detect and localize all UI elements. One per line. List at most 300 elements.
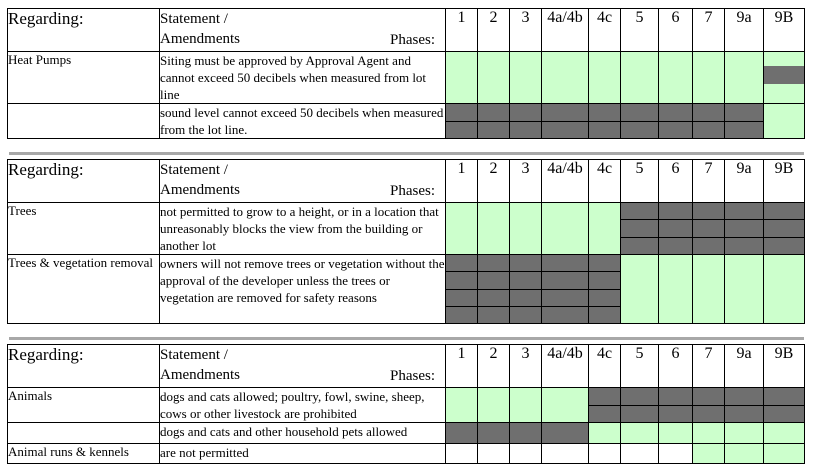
phase-mark xyxy=(542,237,588,254)
phase-mark xyxy=(764,289,804,306)
phase-shading xyxy=(542,255,588,323)
phase-header: 6 xyxy=(659,9,693,52)
table-row xyxy=(8,52,805,104)
statement-header xyxy=(160,160,446,203)
phase-mark xyxy=(621,306,658,323)
phase-mark xyxy=(510,388,541,405)
phase-mark xyxy=(764,444,804,463)
phase-mark xyxy=(589,122,620,139)
phase-shading xyxy=(621,423,658,443)
phase-mark xyxy=(725,122,763,139)
phase-shading xyxy=(621,52,658,103)
phase-cell xyxy=(478,444,510,464)
phase-cell xyxy=(446,52,478,104)
phase-mark xyxy=(693,289,724,306)
statement-cell: dogs and cats allowed; poultry, fowl, swine, sheep, cows or other livestock are prohibited xyxy=(160,388,446,423)
phase-cell xyxy=(659,444,693,464)
phase-mark xyxy=(478,104,509,122)
phase-mark xyxy=(446,405,477,422)
phase-cell xyxy=(542,388,589,423)
phase-mark xyxy=(693,238,724,254)
phase-mark xyxy=(693,272,724,289)
phase-cell xyxy=(693,423,725,444)
phase-mark xyxy=(542,307,588,323)
phase-shading xyxy=(542,104,588,138)
phase-mark xyxy=(589,220,620,237)
phase-cell xyxy=(478,104,510,139)
phase-shading xyxy=(725,52,763,103)
phase-mark xyxy=(478,423,509,443)
phase-mark xyxy=(478,405,509,422)
phase-mark xyxy=(693,444,724,463)
phase-cell xyxy=(478,423,510,444)
phase-mark xyxy=(446,272,477,289)
phase-shading xyxy=(659,423,692,443)
phase-cell xyxy=(621,52,659,104)
phase-header: 5 xyxy=(621,345,659,388)
phase-mark xyxy=(725,289,763,306)
phase-cell xyxy=(693,444,725,464)
phase-mark xyxy=(446,423,477,443)
phase-mark xyxy=(510,69,541,86)
phase-shading xyxy=(589,444,620,463)
header-row xyxy=(8,160,805,203)
phase-cell xyxy=(542,203,589,255)
phase-mark xyxy=(659,444,692,463)
phase-mark xyxy=(725,52,763,69)
phase-cell xyxy=(621,388,659,423)
phase-mark xyxy=(693,122,724,139)
phase-mark xyxy=(693,86,724,103)
phase-mark xyxy=(542,69,588,86)
phase-mark xyxy=(693,203,724,220)
phase-mark xyxy=(659,289,692,306)
phase-mark xyxy=(764,203,804,220)
phase-mark xyxy=(478,272,509,289)
statement-header-line1: Statement / xyxy=(160,11,228,27)
phase-mark xyxy=(621,423,658,443)
phase-cell xyxy=(659,255,693,324)
phase-cell xyxy=(764,444,805,464)
phase-mark xyxy=(542,104,588,122)
phase-shading xyxy=(446,444,477,463)
phase-mark xyxy=(478,307,509,323)
phase-mark xyxy=(478,388,509,405)
phase-mark xyxy=(510,290,541,307)
statement-header-line1: Statement / xyxy=(160,347,228,363)
phase-shading xyxy=(764,104,804,138)
phase-shading xyxy=(764,423,804,443)
phase-shading xyxy=(693,203,724,254)
phase-mark xyxy=(621,444,658,463)
phase-mark xyxy=(478,444,509,463)
phase-shading xyxy=(725,388,763,422)
phase-mark xyxy=(589,388,620,406)
phase-mark xyxy=(446,69,477,86)
phase-cell xyxy=(446,255,478,324)
phase-mark xyxy=(693,69,724,86)
rules-table-2 xyxy=(7,159,805,324)
statement-header-line2: Amendments xyxy=(160,367,240,383)
phase-cell xyxy=(725,255,764,324)
phase-mark xyxy=(621,406,658,423)
phase-mark xyxy=(542,405,588,422)
phase-mark xyxy=(621,238,658,254)
phase-cell xyxy=(589,444,621,464)
phase-cell xyxy=(446,104,478,139)
regarding-cell: Trees & vegetation removal xyxy=(8,255,160,324)
phase-mark xyxy=(659,238,692,254)
phase-shading xyxy=(659,104,692,138)
phase-cell xyxy=(659,423,693,444)
phase-header: 5 xyxy=(621,160,659,203)
phase-header: 9a xyxy=(725,345,764,388)
phase-shading xyxy=(725,444,763,463)
phase-shading xyxy=(542,203,588,254)
phase-mark xyxy=(542,423,588,443)
phase-cell xyxy=(542,104,589,139)
phase-cell xyxy=(589,203,621,255)
phase-mark xyxy=(478,203,509,220)
phase-mark xyxy=(621,52,658,69)
table-row xyxy=(8,444,805,464)
phase-shading xyxy=(478,203,509,254)
phase-mark xyxy=(589,86,620,103)
phase-mark xyxy=(659,406,692,423)
phase-mark xyxy=(542,255,588,272)
phase-cell xyxy=(589,423,621,444)
phase-header: 4c xyxy=(589,160,621,203)
phase-cell xyxy=(621,423,659,444)
phase-shading xyxy=(478,444,509,463)
phase-cell xyxy=(589,255,621,324)
phase-shading xyxy=(589,104,620,138)
table-row xyxy=(8,255,805,324)
phase-mark xyxy=(446,237,477,254)
phase-cell xyxy=(659,104,693,139)
phase-mark xyxy=(621,122,658,139)
phase-shading xyxy=(725,203,763,254)
phase-cell xyxy=(693,255,725,324)
phase-cell xyxy=(621,444,659,464)
regarding-cell: Trees xyxy=(8,203,160,255)
phase-mark xyxy=(659,122,692,139)
phase-mark xyxy=(659,203,692,220)
phase-mark xyxy=(693,388,724,406)
phase-mark xyxy=(589,272,620,289)
phase-mark xyxy=(478,237,509,254)
phase-shading xyxy=(589,388,620,422)
phase-shading xyxy=(478,52,509,103)
phase-shading xyxy=(693,104,724,138)
phase-header: 1 xyxy=(446,160,478,203)
table-row xyxy=(8,423,805,444)
phase-shading xyxy=(659,52,692,103)
phase-mark xyxy=(589,104,620,122)
phase-mark xyxy=(693,52,724,69)
phase-mark xyxy=(510,405,541,422)
phase-shading xyxy=(589,52,620,103)
phase-header: 5 xyxy=(621,9,659,52)
phase-cell xyxy=(542,444,589,464)
section-separator xyxy=(9,337,804,340)
phase-mark xyxy=(621,203,658,220)
phase-mark xyxy=(621,388,658,406)
statement-header-line2: Amendments xyxy=(160,182,240,198)
phase-mark xyxy=(725,388,763,406)
statement-cell: Siting must be approved by Approval Agent and cannot exceed 50 decibels when measured from lot line xyxy=(160,52,446,104)
phase-header: 9B xyxy=(764,9,805,52)
phase-cell xyxy=(693,52,725,104)
phase-shading xyxy=(764,388,804,422)
section-separator xyxy=(9,152,804,155)
phase-mark xyxy=(725,444,763,463)
phase-mark xyxy=(510,272,541,289)
phase-mark xyxy=(725,86,763,103)
phase-shading xyxy=(542,444,588,463)
phase-header: 2 xyxy=(478,9,510,52)
phases-label: Phases: xyxy=(390,183,435,199)
phase-shading xyxy=(693,255,724,323)
phase-header: 1 xyxy=(446,345,478,388)
phase-cell xyxy=(478,255,510,324)
phase-mark xyxy=(659,220,692,237)
phase-mark xyxy=(510,86,541,103)
phase-mark xyxy=(621,69,658,86)
phase-mark xyxy=(446,255,477,272)
phase-mark xyxy=(542,272,588,289)
phase-mark xyxy=(589,255,620,272)
phase-mark xyxy=(542,52,588,69)
table-row xyxy=(8,104,805,139)
phase-mark xyxy=(542,388,588,405)
phase-shading xyxy=(589,203,620,254)
phase-mark xyxy=(764,255,804,272)
phase-mark xyxy=(542,220,588,237)
statement-cell: owners will not remove trees or vegetation without the approval of the developer unless the trees or vegetation are removed for safety reasons xyxy=(160,255,446,324)
phase-header: 2 xyxy=(478,345,510,388)
phase-shading xyxy=(478,388,509,422)
phase-cell xyxy=(725,388,764,423)
phase-header: 3 xyxy=(510,9,542,52)
phase-header: 4a/4b xyxy=(542,160,589,203)
phase-mark xyxy=(510,255,541,272)
statement-cell: sound level cannot exceed 50 decibels when measured from the lot line. xyxy=(160,104,446,139)
regarding-header: Regarding: xyxy=(8,345,160,388)
phase-cell xyxy=(589,104,621,139)
phase-mark xyxy=(621,272,658,289)
statement-header xyxy=(160,9,446,52)
phase-mark xyxy=(542,203,588,220)
phase-mark xyxy=(659,388,692,406)
phase-header: 4c xyxy=(589,9,621,52)
phase-mark xyxy=(542,86,588,103)
phase-mark xyxy=(446,388,477,405)
phase-mark xyxy=(589,69,620,86)
statement-header xyxy=(160,345,446,388)
phase-mark xyxy=(478,86,509,103)
phase-cell xyxy=(764,423,805,444)
phase-mark xyxy=(725,220,763,237)
phase-cell xyxy=(510,444,542,464)
phase-mark xyxy=(446,203,477,220)
phase-header: 9a xyxy=(725,9,764,52)
phase-cell xyxy=(542,423,589,444)
phase-shading xyxy=(764,444,804,463)
table-row xyxy=(8,388,805,423)
phase-mark xyxy=(725,104,763,122)
phase-cell xyxy=(542,255,589,324)
phase-cell xyxy=(659,52,693,104)
phase-header: 9B xyxy=(764,345,805,388)
phase-cell xyxy=(510,52,542,104)
phase-cell xyxy=(510,255,542,324)
phase-mark xyxy=(725,272,763,289)
phase-cell xyxy=(659,203,693,255)
phase-mark xyxy=(621,104,658,122)
phases-label: Phases: xyxy=(390,368,435,384)
statement-header-line1: Statement / xyxy=(160,162,228,178)
phase-shading xyxy=(621,255,658,323)
regarding-header: Regarding: xyxy=(8,160,160,203)
phase-mark xyxy=(542,122,588,139)
phase-shading xyxy=(621,203,658,254)
phase-cell xyxy=(725,104,764,139)
phase-shading xyxy=(446,423,477,443)
phase-mark xyxy=(693,255,724,272)
phase-cell xyxy=(764,255,805,324)
phase-mark xyxy=(478,122,509,139)
phase-shading xyxy=(478,255,509,323)
phase-cell xyxy=(764,388,805,423)
phase-shading xyxy=(542,52,588,103)
phase-mark xyxy=(764,388,804,406)
phase-cell xyxy=(510,104,542,139)
phase-mark xyxy=(725,423,763,443)
phase-mark xyxy=(725,203,763,220)
phase-cell xyxy=(725,203,764,255)
phase-shading xyxy=(510,52,541,103)
statement-header-line2: Amendments xyxy=(160,31,240,47)
phase-cell xyxy=(725,423,764,444)
phase-cell xyxy=(659,388,693,423)
phase-mark xyxy=(589,237,620,254)
phase-mark xyxy=(589,444,620,463)
phase-mark xyxy=(659,272,692,289)
phases-label: Phases: xyxy=(390,32,435,48)
phase-shading xyxy=(621,104,658,138)
phase-mark xyxy=(659,86,692,103)
regarding-cell: Heat Pumps xyxy=(8,52,160,104)
phase-mark xyxy=(510,122,541,139)
phase-mark xyxy=(764,104,804,121)
phase-mark xyxy=(478,52,509,69)
phase-cell xyxy=(621,255,659,324)
phase-shading xyxy=(542,388,588,422)
regarding-cell: Animals xyxy=(8,388,160,423)
phase-shading xyxy=(510,388,541,422)
rules-table-3 xyxy=(7,344,805,464)
phase-shading xyxy=(446,104,477,138)
phase-mark xyxy=(764,66,804,84)
phase-mark xyxy=(478,69,509,86)
phase-shading xyxy=(446,255,477,323)
phase-mark xyxy=(693,406,724,423)
phase-shading xyxy=(589,255,620,323)
phase-shading xyxy=(764,255,804,323)
phase-header: 6 xyxy=(659,160,693,203)
phase-mark xyxy=(589,423,620,443)
phase-cell xyxy=(764,203,805,255)
phase-header: 7 xyxy=(693,160,725,203)
phase-mark xyxy=(764,220,804,237)
phase-header: 9a xyxy=(725,160,764,203)
phase-mark xyxy=(510,220,541,237)
phase-header: 9B xyxy=(764,160,805,203)
phase-mark xyxy=(510,104,541,122)
phase-cell xyxy=(693,388,725,423)
regarding-cell xyxy=(8,104,160,139)
phase-mark xyxy=(446,444,477,463)
phase-mark xyxy=(510,444,541,463)
phase-mark xyxy=(510,237,541,254)
regarding-cell xyxy=(8,423,160,444)
phase-shading xyxy=(510,104,541,138)
phase-mark xyxy=(446,86,477,103)
phase-cell xyxy=(478,52,510,104)
phase-mark xyxy=(764,121,804,138)
phase-mark xyxy=(621,289,658,306)
phase-header: 4a/4b xyxy=(542,9,589,52)
phase-mark xyxy=(693,220,724,237)
phase-mark xyxy=(478,255,509,272)
phase-mark xyxy=(446,307,477,323)
phase-cell xyxy=(446,203,478,255)
phase-shading xyxy=(446,203,477,254)
phase-header: 7 xyxy=(693,9,725,52)
phase-cell xyxy=(510,423,542,444)
phase-cell xyxy=(693,104,725,139)
phase-mark xyxy=(659,306,692,323)
statement-cell: dogs and cats and other household pets allowed xyxy=(160,423,446,444)
phase-cell xyxy=(621,104,659,139)
table-row xyxy=(8,203,805,255)
phase-shading xyxy=(725,423,763,443)
phase-mark xyxy=(478,290,509,307)
regarding-header: Regarding: xyxy=(8,9,160,52)
phase-mark xyxy=(446,104,477,122)
phase-mark xyxy=(659,104,692,122)
statement-cell: not permitted to grow to a height, or in a location that unreasonably blocks the view from the building or another lot xyxy=(160,203,446,255)
phase-mark xyxy=(621,220,658,237)
phase-shading xyxy=(659,444,692,463)
phase-mark xyxy=(725,255,763,272)
phase-header: 4a/4b xyxy=(542,345,589,388)
phase-shading xyxy=(589,423,620,443)
header-row xyxy=(8,345,805,388)
phase-shading xyxy=(725,255,763,323)
phase-shading xyxy=(510,203,541,254)
phase-mark xyxy=(693,423,724,443)
phase-shading xyxy=(621,388,658,422)
phase-shading xyxy=(510,444,541,463)
phase-shading xyxy=(621,444,658,463)
phase-shading xyxy=(542,423,588,443)
phase-shading xyxy=(693,388,724,422)
phase-shading xyxy=(510,423,541,443)
regarding-cell: Animal runs & kennels xyxy=(8,444,160,464)
phase-mark xyxy=(589,203,620,220)
